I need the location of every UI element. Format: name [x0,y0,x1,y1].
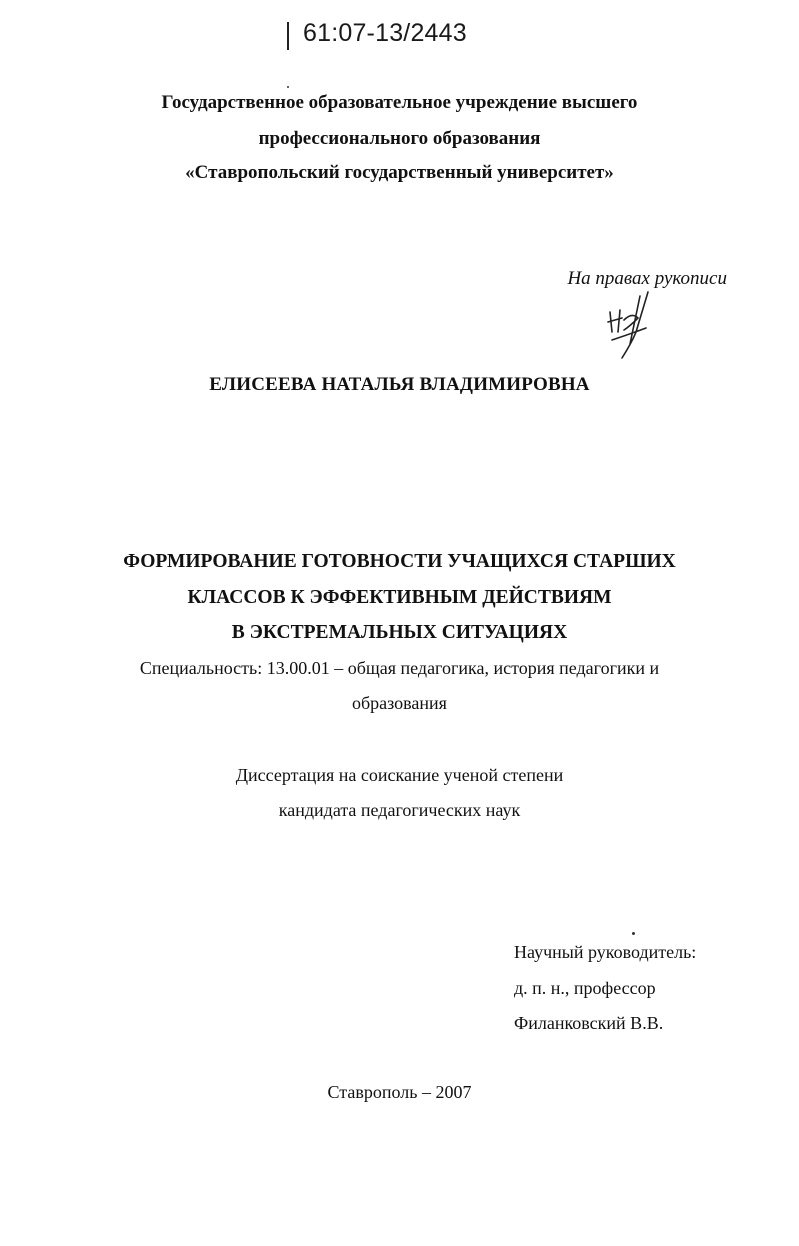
institution-line-2: профессионального образования [258,128,541,149]
specialty-line-1: Специальность: 13.00.01 – общая педагогика, история педагогики и [139,658,660,678]
supervisor-degree: д. п. н., профессор [514,978,656,998]
institution-line-3: «Ставропольский государственный университет» [185,162,614,183]
title-line-3: В ЭКСТРЕМАЛЬНЫХ СИТУАЦИЯХ [231,622,568,643]
title-line-2: КЛАССОВ К ЭФФЕКТИВНЫМ ДЕЙСТВИЯМ [187,587,612,608]
supervisor-label: Научный руководитель: [514,942,697,962]
supervisor-name: Филанковский В.В. [514,1013,664,1033]
degree-line-1: Диссертация на соискание ученой степени [235,765,564,785]
place-year: Ставрополь – 2007 [327,1082,472,1102]
rights-note: На правах рукописи [567,268,727,289]
institution-line-1: Государственное образовательное учреждение высшего [161,92,638,113]
author-name: ЕЛИСЕЕВА НАТАЛЬЯ ВЛАДИМИРОВНА [209,374,590,395]
archive-stamp-code: 61:07-13/2443 [303,19,467,47]
scan-speck [632,932,635,935]
scan-speck [287,86,289,88]
title-line-1: ФОРМИРОВАНИЕ ГОТОВНОСТИ УЧАЩИХСЯ СТАРШИХ [123,551,676,572]
stamp-bar [287,22,289,50]
signature-mark [600,282,660,362]
specialty-line-2: образования [352,693,447,713]
degree-line-2: кандидата педагогических наук [278,800,521,820]
